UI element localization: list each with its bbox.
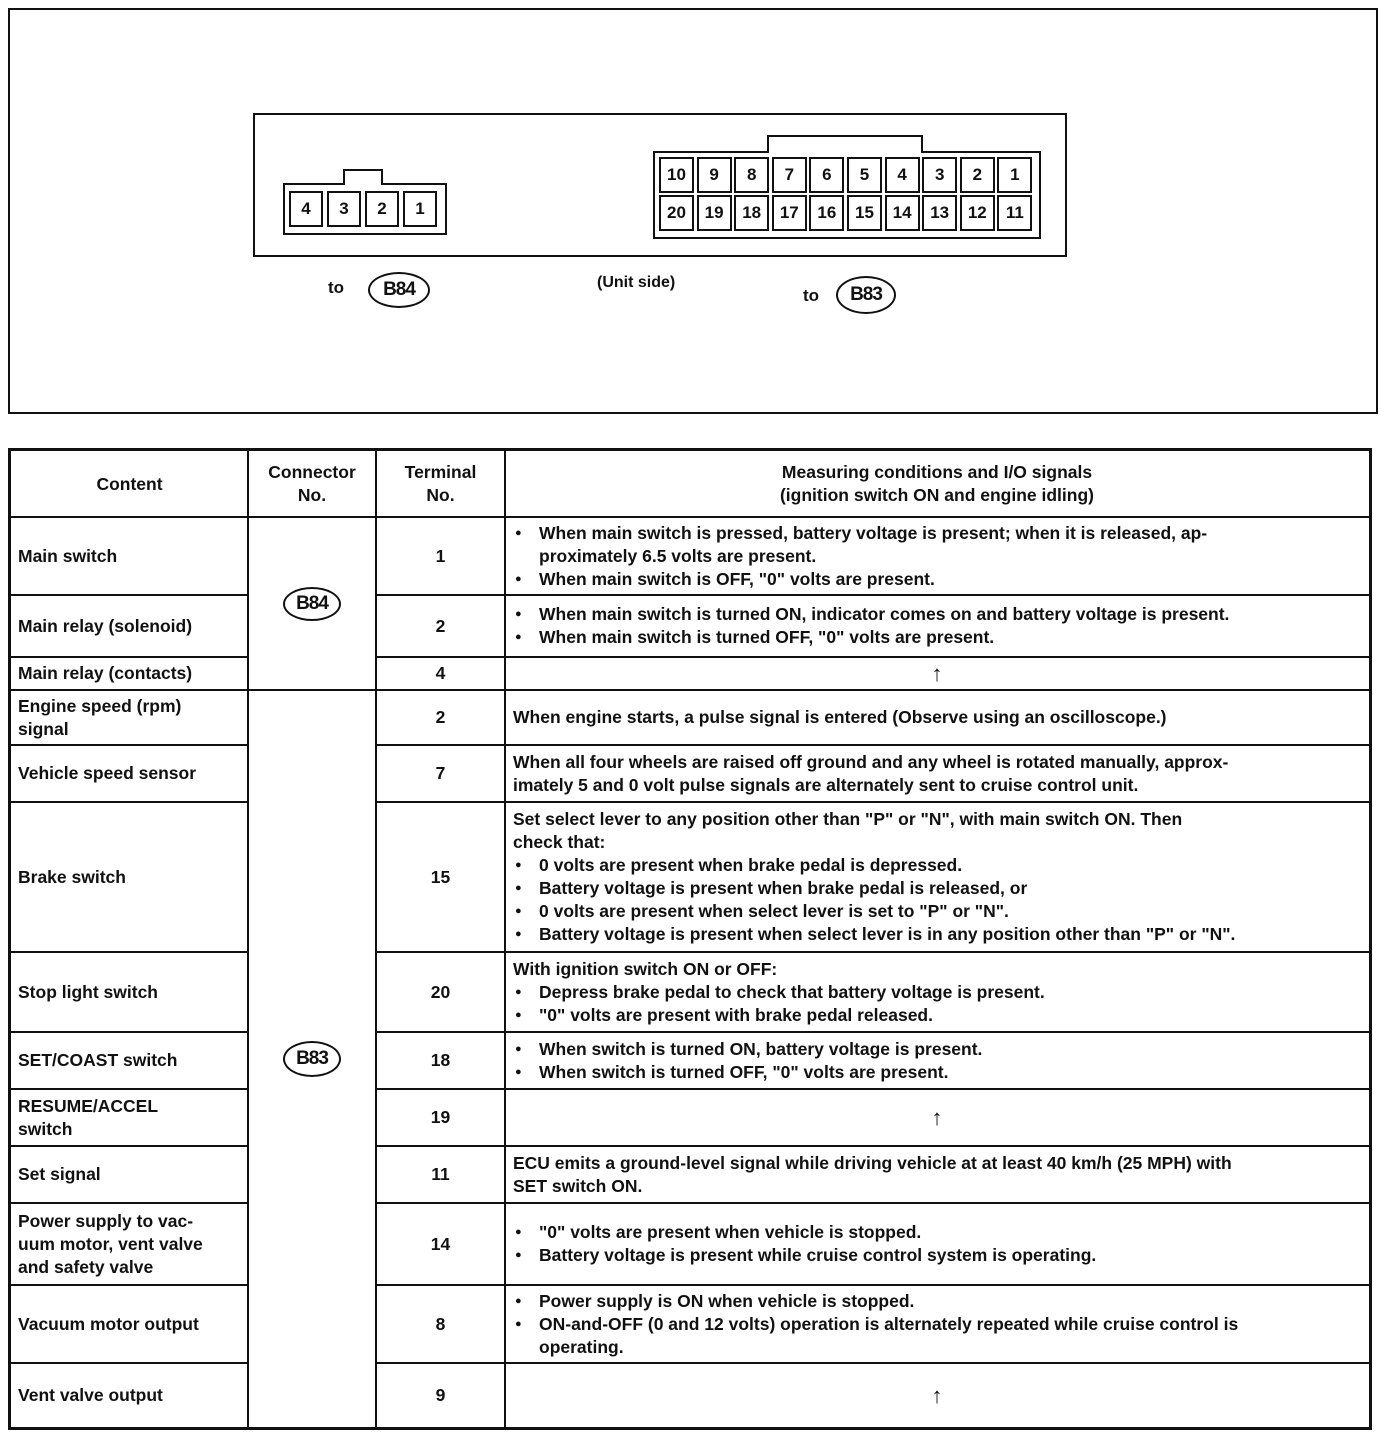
measuring-text: SET switch ON. xyxy=(513,1175,643,1196)
b83-latch xyxy=(767,135,923,153)
b83-connector-badge: B83 xyxy=(283,1041,341,1077)
row-terminal xyxy=(376,1032,505,1089)
row-terminal-number: 18 xyxy=(430,1050,451,1070)
row-content-label: Main relay (contacts) xyxy=(18,663,193,683)
to-label-left: to xyxy=(328,278,345,297)
header-terminal xyxy=(376,451,505,517)
row-measuring xyxy=(505,1089,1369,1146)
row-content xyxy=(11,952,248,1032)
row-terminal-number: 19 xyxy=(430,1107,451,1127)
row-measuring xyxy=(505,595,1369,657)
row-terminal xyxy=(376,1089,505,1146)
b84-pin: 4 xyxy=(289,191,323,227)
b83-pin: 15 xyxy=(847,195,882,231)
row-terminal-number: 8 xyxy=(435,1313,446,1334)
row-terminal xyxy=(376,745,505,802)
row-content-label: Vacuum motor output xyxy=(18,1313,199,1334)
row-terminal-number: 20 xyxy=(430,981,451,1002)
row-content xyxy=(11,745,248,802)
ditto-arrow-icon: ↑ xyxy=(931,661,943,686)
row-content xyxy=(11,1089,248,1146)
row-content-label: and safety valve xyxy=(18,1256,154,1277)
bullet-item: ● When main switch is turned OFF, "0" volts are present. xyxy=(513,626,1363,649)
b83-pin: 2 xyxy=(960,157,995,193)
row-content-label: switch xyxy=(18,1118,73,1139)
row-content-label: uum motor, vent valve xyxy=(18,1233,203,1254)
row-terminal-number: 15 xyxy=(430,866,451,887)
header-measuring xyxy=(505,451,1369,517)
header-connector-label: No. xyxy=(297,485,327,505)
connector-diagram xyxy=(8,8,1378,414)
row-terminal xyxy=(376,1363,505,1427)
connector-cell-b83 xyxy=(248,690,376,1427)
row-content-label: Stop light switch xyxy=(18,981,158,1002)
b83-pin: 6 xyxy=(809,157,844,193)
b83-pin: 10 xyxy=(659,157,694,193)
b84-latch xyxy=(343,169,383,185)
row-terminal xyxy=(376,1285,505,1363)
b83-pin: 14 xyxy=(885,195,920,231)
row-measuring xyxy=(505,657,1369,690)
connector-cell-b84 xyxy=(248,517,376,690)
b83-pin: 8 xyxy=(734,157,769,193)
table-column-divider xyxy=(247,451,249,1427)
bullet-item: ● ON-and-OFF (0 and 12 volts) operation is alternately repeated while cruise control is xyxy=(513,1313,1363,1336)
measuring-text: Set select lever to any position other than "P" or "N", with main switch ON. Then xyxy=(513,809,1183,829)
row-content xyxy=(11,690,248,745)
measuring-text: When all four wheels are raised off ground and any wheel is rotated manually, approx- xyxy=(513,751,1229,772)
row-terminal xyxy=(376,595,505,657)
row-terminal-number: 7 xyxy=(435,763,446,783)
row-content xyxy=(11,657,248,690)
row-terminal xyxy=(376,802,505,952)
measuring-text: check that: xyxy=(513,832,606,852)
row-measuring xyxy=(505,745,1369,802)
b84-pin: 3 xyxy=(327,191,361,227)
b83-pin: 5 xyxy=(847,157,882,193)
b83-pin: 18 xyxy=(734,195,769,231)
b83-pin: 3 xyxy=(922,157,957,193)
row-content-label: Main relay (solenoid) xyxy=(18,615,193,636)
header-content xyxy=(11,451,248,517)
b83-pin: 20 xyxy=(659,195,694,231)
row-terminal-number: 2 xyxy=(435,707,446,727)
row-content xyxy=(11,517,248,595)
row-content xyxy=(11,1363,248,1427)
measuring-text: imately 5 and 0 volt pulse signals are alternately sent to cruise control unit. xyxy=(513,774,1139,795)
row-terminal-number: 9 xyxy=(435,1384,446,1405)
row-content xyxy=(11,1146,248,1203)
row-content-label: Engine speed (rpm) xyxy=(18,695,182,716)
header-connector xyxy=(248,451,376,517)
header-measuring-label: (ignition switch ON and engine idling) xyxy=(779,485,1094,505)
row-terminal xyxy=(376,1146,505,1203)
row-measuring xyxy=(505,1146,1369,1203)
measuring-text: operating. xyxy=(539,1336,624,1357)
b83-pin: 7 xyxy=(772,157,807,193)
b83-pin: 16 xyxy=(809,195,844,231)
row-measuring xyxy=(505,1203,1369,1285)
row-terminal xyxy=(376,952,505,1032)
bullet-item: ● When switch is turned OFF, "0" volts are present. xyxy=(513,1061,1363,1084)
row-measuring xyxy=(505,1032,1369,1089)
bullet-item: ● 0 volts are present when brake pedal is depressed. xyxy=(513,854,1363,877)
b84-connector xyxy=(283,183,447,235)
row-content-label: Vehicle speed sensor xyxy=(18,763,197,783)
row-content-label: Set signal xyxy=(18,1164,101,1184)
bullet-item: ● "0" volts are present when vehicle is stopped. xyxy=(513,1221,1363,1244)
bullet-item: ● Power supply is ON when vehicle is stopped. xyxy=(513,1290,1363,1313)
b83-pin: 19 xyxy=(697,195,732,231)
row-content-label: SET/COAST switch xyxy=(18,1050,178,1070)
b84-connector-badge: B84 xyxy=(283,587,341,621)
b83-pin: 1 xyxy=(997,157,1032,193)
row-terminal xyxy=(376,657,505,690)
bullet-item: ● Battery voltage is present while cruise control system is operating. xyxy=(513,1244,1363,1267)
b83-pin: 11 xyxy=(997,195,1032,231)
b84-pin: 1 xyxy=(403,191,437,227)
bullet-item: ● "0" volts are present with brake pedal released. xyxy=(513,1004,1363,1027)
bullet-item: ● 0 volts are present when select lever is set to "P" or "N". xyxy=(513,900,1363,923)
row-terminal-number: 1 xyxy=(435,545,446,566)
row-content xyxy=(11,1285,248,1363)
bullet-item: ● Battery voltage is present when brake pedal is released, or xyxy=(513,877,1363,900)
bullet-item: ● Battery voltage is present when select lever is in any position other than "P" or "N". xyxy=(513,923,1363,946)
ditto-arrow-icon: ↑ xyxy=(931,1382,943,1408)
header-content-label: Content xyxy=(96,473,163,494)
unit-side-label: (Unit side) xyxy=(597,274,676,291)
row-content xyxy=(11,802,248,952)
b83-pin: 13 xyxy=(922,195,957,231)
header-terminal-label: Terminal xyxy=(404,462,477,482)
row-content-label: Brake switch xyxy=(18,866,126,887)
row-measuring xyxy=(505,952,1369,1032)
b84-pin: 2 xyxy=(365,191,399,227)
row-measuring xyxy=(505,517,1369,595)
b83-pin: 17 xyxy=(772,195,807,231)
measuring-text: With ignition switch ON or OFF: xyxy=(513,958,778,979)
row-measuring xyxy=(505,1285,1369,1363)
table-column-divider xyxy=(504,451,506,1427)
b83-pin: 12 xyxy=(960,195,995,231)
bullet-item: ● When main switch is turned ON, indicator comes on and battery voltage is present. xyxy=(513,603,1363,626)
header-connector-label: Connector xyxy=(268,462,356,482)
row-content xyxy=(11,1032,248,1089)
row-content-label: Vent valve output xyxy=(18,1384,163,1405)
row-content-label: Power supply to vac- xyxy=(18,1210,194,1231)
row-measuring xyxy=(505,1363,1369,1427)
row-terminal-number: 11 xyxy=(431,1164,450,1184)
measuring-text: When engine starts, a pulse signal is entered (Observe using an oscilloscope.) xyxy=(513,707,1167,727)
to-label-right: to xyxy=(803,286,820,305)
table-column-divider xyxy=(375,451,377,1427)
row-terminal xyxy=(376,517,505,595)
row-terminal-number: 4 xyxy=(435,663,446,683)
bullet-item: ● When main switch is pressed, battery voltage is present; when it is released, ap- xyxy=(513,522,1363,545)
row-terminal-number: 2 xyxy=(435,615,446,636)
b83-connector-badge: B83 xyxy=(836,276,896,314)
control-unit-outline xyxy=(253,113,1067,257)
io-signal-table xyxy=(8,448,1372,1430)
row-terminal xyxy=(376,690,505,745)
measuring-text: proximately 6.5 volts are present. xyxy=(539,545,817,566)
bullet-item: ● Depress brake pedal to check that battery voltage is present. xyxy=(513,981,1363,1004)
ditto-arrow-icon: ↑ xyxy=(931,1105,943,1130)
row-measuring xyxy=(505,802,1369,952)
header-measuring-label: Measuring conditions and I/O signals xyxy=(781,462,1093,482)
row-content xyxy=(11,595,248,657)
b83-pin: 4 xyxy=(885,157,920,193)
row-content xyxy=(11,1203,248,1285)
row-measuring xyxy=(505,690,1369,745)
row-content-label: Main switch xyxy=(18,545,118,566)
bullet-item: ● When main switch is OFF, "0" volts are present. xyxy=(513,568,1363,591)
header-terminal-label: No. xyxy=(426,485,455,505)
b84-connector-badge: B84 xyxy=(368,272,430,308)
row-content-label: signal xyxy=(18,718,69,739)
b83-pin: 9 xyxy=(697,157,732,193)
b83-connector xyxy=(653,151,1041,239)
bullet-item: ● When switch is turned ON, battery voltage is present. xyxy=(513,1038,1363,1061)
measuring-text: ECU emits a ground-level signal while driving vehicle at at least 40 km/h (25 MPH) with xyxy=(513,1152,1232,1173)
row-terminal xyxy=(376,1203,505,1285)
row-terminal-number: 14 xyxy=(430,1233,451,1254)
row-content-label: RESUME/ACCEL xyxy=(18,1095,159,1116)
